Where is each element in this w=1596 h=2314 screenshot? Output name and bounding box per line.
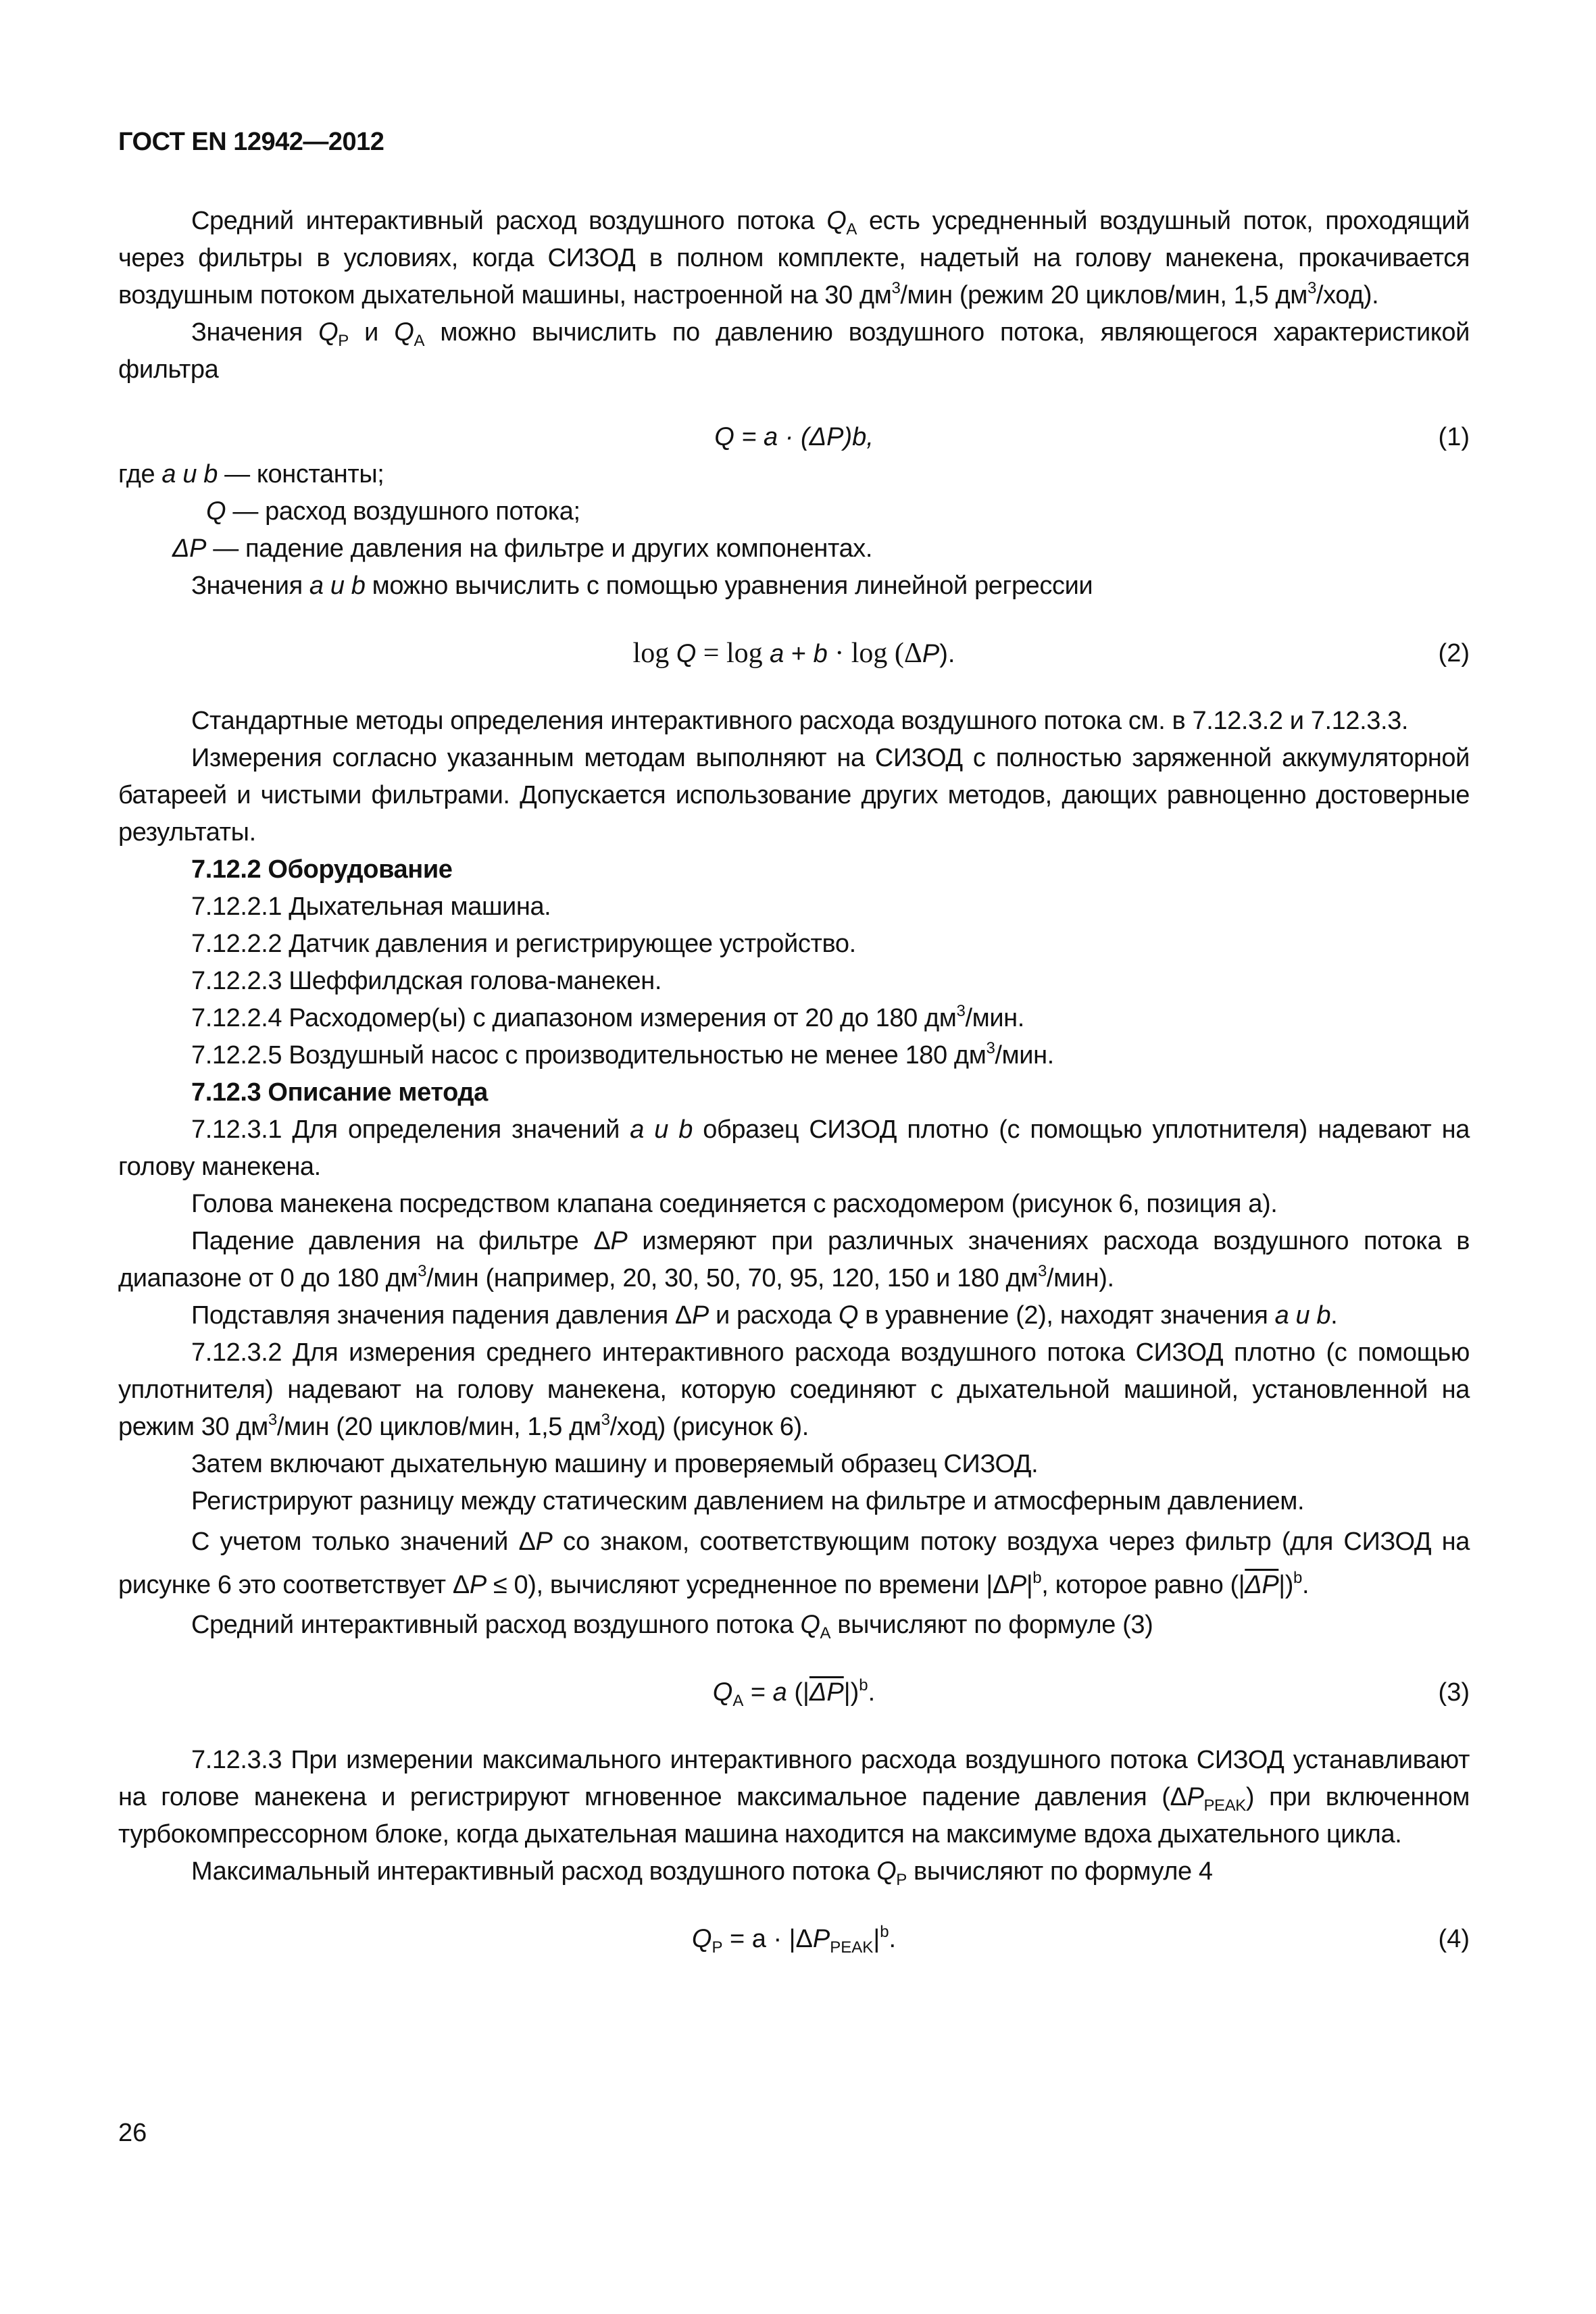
paragraph-7-12-3-1: 7.12.3.1 Для определения значений a и b образец СИЗОД плотно (с помощью уплотнителя) надевают на голову манекена. xyxy=(118,1115,1470,1181)
paragraph-formula-3-ref: Средний интерактивный расход воздушного потока $Q_A$ вычисляют по формуле (3) xyxy=(191,1611,1153,1642)
equipment-list xyxy=(118,888,1470,1074)
formula-1-number: (1) xyxy=(1438,423,1470,451)
list-item: 7.12.2.5 Воздушный насос с производительностью не менее 180 $дм^3$/мин. xyxy=(191,1039,1054,1070)
paragraph-substitution: Подставляя значения падения давления ΔP и расхода Q в уравнение (2), находят значения a и b. xyxy=(191,1301,1338,1330)
paragraph-formula-4-ref: Максимальный интерактивный расход воздушного потока $Q_P$ вычисляют по формуле 4 xyxy=(191,1857,1213,1889)
page-number: 26 xyxy=(118,2119,147,2147)
paragraph-qa-definition: Средний интерактивный расход воздушного потока $Q_A$ есть усредненный воздушный поток, проходящий через фильтры в условиях, когда СИЗОД в полном комплекте, надетый на голову манекена, прокачивается воздушным потоком дыхательной машины, настроенной на 30 $дм^3$/мин (режим 20 циклов/мин, 1,5 $дм^3/ход$). xyxy=(118,207,1470,309)
section-heading-method: 7.12.3 Описание метода xyxy=(191,1078,488,1107)
list-item: 7.12.2.1 Дыхательная машина. xyxy=(191,892,551,921)
formula-1-expression: Q = a · (ΔP)b, xyxy=(714,423,874,451)
paragraph-averaged: С учетом только значений ΔP со знаком, соответствующим потоку воздуха через фильтр (для СИЗОД на рисунке 6 это соответствует ΔP ≤ 0), вычисляют усредненное по времени $|\Delta P|^b$, которое равно $(|\overline{\Delta P}|)^b$. xyxy=(118,1528,1470,1599)
formula-4-number: (4) xyxy=(1438,1925,1470,1953)
paragraph-register: Регистрируют разницу между статическим давлением на фильтре и атмосферным давлением. xyxy=(191,1487,1305,1515)
formula-4-expression: $Q_P = a \cdot |\Delta P_{PEAK}|^b$. xyxy=(691,1923,897,1957)
paragraph-switch-on: Затем включают дыхательную машину и проверяемый образец СИЗОД. xyxy=(191,1450,1039,1478)
paragraph-measurement-conditions: Измерения согласно указанным методам выполняют на СИЗОД с полностью заряженной аккумуляторной батареей и чистыми фильтрами. Допускается использование других методов, дающих равноценно достоверные результаты. xyxy=(118,744,1470,847)
definition-q: Q — расход воздушного потока; xyxy=(206,497,580,526)
formula-2 xyxy=(118,635,1470,672)
formula-2-number: (2) xyxy=(1438,639,1470,668)
list-item: 7.12.2.3 Шеффилдская голова-манекен. xyxy=(191,967,662,995)
formula-3 xyxy=(118,1674,1470,1711)
paragraph-pressure-drop: Падение давления на фильтре ΔP измеряют при различных значениях расхода воздушного потока в диапазоне от 0 до 180 $дм^3$/мин (например, 20, 30, 50, 70, 95, 120, 150 и 180 $дм^3/мин$). xyxy=(118,1227,1470,1292)
paragraph-7-12-3-3: 7.12.3.3 При измерении максимального интерактивного расхода воздушного потока СИЗОД устанавливают на голове манекена и регистрируют мгновенное максимальное падение давления $(\Delta P_{PEAK})$ при включенном турбокомпрессорном блоке, когда дыхательная машина находится на максимуме вдоха дыхательного цикла. xyxy=(118,1746,1470,1848)
paragraph-qp-qa-values: Значения $Q_P$ и $Q_A$ можно вычислить по давлению воздушного потока, являющегося характеристикой фильтра xyxy=(118,318,1470,384)
definition-constants: где a и b — константы; xyxy=(118,460,384,488)
definition-delta-p: ΔP — падение давления на фильтре и других компонентах. xyxy=(172,534,873,563)
list-item: 7.12.2.2 Датчик давления и регистрирующее устройство. xyxy=(191,930,856,958)
page-content xyxy=(118,203,1470,1958)
formula-4 xyxy=(118,1921,1470,1958)
paragraph-valve: Голова манекена посредством клапана соединяется с расходомером (рисунок 6, позиция а). xyxy=(191,1190,1278,1218)
paragraph-7-12-3-2: 7.12.3.2 Для измерения среднего интерактивного расхода воздушного потока СИЗОД плотно (с помощью уплотнителя) надевают на голову манекена, которую соединяют с дыхательной машиной, установленной на режим 30 $дм^3$/мин (20 циклов/мин, 1,5 $дм^3/ход$) (рисунок 6). xyxy=(118,1338,1470,1441)
formula-3-number: (3) xyxy=(1438,1678,1470,1707)
paragraph-standard-methods: Стандартные методы определения интерактивного расхода воздушного потока см. в 7.12.3.2 и 7.12.3.3. xyxy=(191,707,1409,735)
page-header: ГОСТ EN 12942—2012 xyxy=(118,128,384,156)
formula-1 xyxy=(118,419,1470,456)
formula-3-expression: $Q_A = a$ $(|\overline{\Delta P}|)^b$. xyxy=(712,1676,876,1710)
section-heading-equipment: 7.12.2 Оборудование xyxy=(191,855,453,884)
list-item: 7.12.2.4 Расходомер(ы) с диапазоном измерения от 20 до 180 $дм^3$/мин. xyxy=(191,1002,1024,1032)
formula-2-expression: log Q = log a + b · log (ΔP). xyxy=(632,638,955,669)
paragraph-regression: Значения a и b можно вычислить с помощью уравнения линейной регрессии xyxy=(191,572,1093,600)
